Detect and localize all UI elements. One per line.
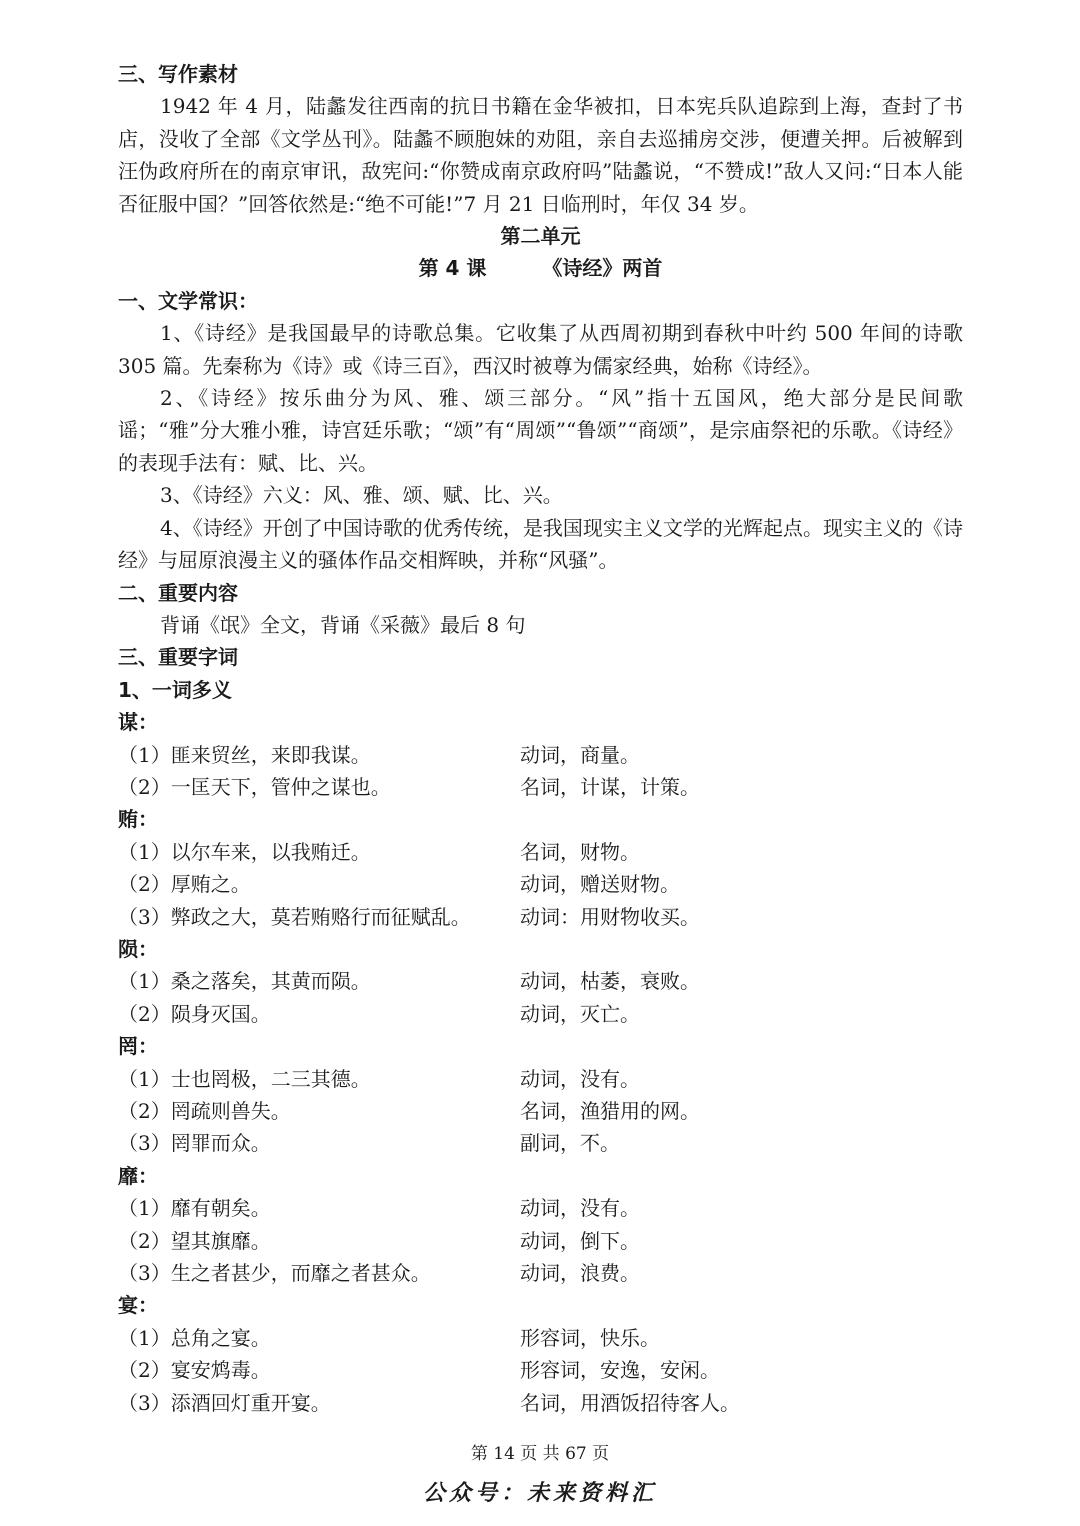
word-usage-row — [118, 868, 963, 900]
literary-item-2: 2、《诗经》按乐曲分为风、雅、颂三部分。“风”指十五国风，绝大部分是民间歌谣；“雅”分大雅小雅，诗宫廷乐歌；“颂”有“周颂”“鲁颂”“商颂”，是宗庙祭祀的乐歌。《诗经》的表现手法有：赋、比、兴。 — [118, 386, 963, 475]
usage-definition: 名词，财物。 — [520, 839, 640, 864]
usage-definition: 动词，没有。 — [520, 1066, 640, 1091]
usage-example: （3）弊政之大，莫若贿赂行而征赋乱。 — [118, 904, 471, 929]
usage-definition: 动词，赠送财物。 — [520, 872, 680, 897]
word-usage-row — [118, 1095, 963, 1127]
usage-definition: 动词，没有。 — [520, 1196, 640, 1221]
usage-definition: 动词，灭亡。 — [520, 1001, 640, 1026]
literary-item-4: 4、《诗经》开创了中国诗歌的优秀传统，是我国现实主义文学的光辉起点。现实主义的《诗经》与屈原浪漫主义的骚体作品交相辉映，并称“风骚”。 — [118, 515, 963, 573]
word-usage-row — [118, 739, 963, 771]
word-usage-row — [118, 965, 963, 997]
document-page — [118, 58, 963, 1419]
usage-example: （1）桑之落矣，其黄而陨。 — [118, 969, 371, 994]
usage-example: （1）总角之宴。 — [118, 1325, 271, 1350]
word-group-char: 靡： — [118, 1163, 158, 1188]
usage-example: （1）以尔车来，以我贿迁。 — [118, 839, 371, 864]
lesson-number: 第 4 课 — [418, 256, 487, 281]
word-usage-row — [118, 1127, 963, 1159]
important-content-text: 背诵《氓》全文，背诵《采薇》最后 8 句 — [160, 612, 526, 637]
word-usage-row — [118, 1322, 963, 1354]
usage-example: （1）士也罔极，二三其德。 — [118, 1066, 371, 1091]
word-usage-row — [118, 1387, 963, 1419]
literary-heading: 一、文学常识： — [118, 288, 258, 313]
usage-example: （3）添酒回灯重开宴。 — [118, 1390, 331, 1415]
usage-example: （1）靡有朝矣。 — [118, 1196, 271, 1221]
usage-definition: 动词，倒下。 — [520, 1228, 640, 1253]
usage-definition: 名词，计谋，计策。 — [520, 774, 700, 799]
page-number: 第 14 页 共 67 页 — [470, 1444, 610, 1464]
usage-definition: 动词，商量。 — [520, 742, 640, 767]
usage-example: （2）望其旗靡。 — [118, 1228, 271, 1253]
usage-example: （2）宴安鸩毒。 — [118, 1358, 271, 1383]
word-usage-row — [118, 836, 963, 868]
usage-definition: 副词，不。 — [520, 1131, 620, 1156]
usage-definition: 动词：用财物收买。 — [520, 904, 700, 929]
usage-definition: 形容词，安逸，安闲。 — [520, 1358, 720, 1383]
usage-definition: 形容词，快乐。 — [520, 1325, 660, 1350]
word-usage-row — [118, 1257, 963, 1289]
word-usage-row — [118, 1354, 963, 1386]
usage-example: （2）罔疏则兽失。 — [118, 1099, 291, 1123]
word-group-char: 宴： — [118, 1293, 158, 1318]
word-usage-row — [118, 1192, 963, 1224]
literary-item-3: 3、《诗经》六义：风、雅、颂、赋、比、兴。 — [160, 483, 563, 508]
usage-definition: 动词，浪费。 — [520, 1261, 640, 1286]
word-group-char: 贿： — [118, 807, 158, 832]
writing-paragraph: 1942 年 4 月，陆蠡发往西南的抗日书籍在金华被扣，日本宪兵队追踪到上海，查封了书店，没收了全部《文学丛刊》。陆蠡不顾胞妹的劝阻，亲自去巡捕房交涉，便遭关押。后被解到汪伪政府所在的南京审讯，敌宪问:“你赞成南京政府吗”陆蠡说，“不赞成!”敌人又问:“日本人能否征服中国？”回答依然是:“绝不可能!”7 月 21 日临刑时，年仅 34 岁。 — [118, 94, 963, 216]
polysemy-subheading: 1、一词多义 — [118, 677, 232, 702]
watermark-text: 公众号：未来资料汇 — [422, 1480, 657, 1506]
usage-example: （3）生之者甚少，而靡之者甚众。 — [118, 1261, 431, 1286]
usage-example: （2）陨身灭国。 — [118, 1001, 271, 1026]
important-content-heading: 二、重要内容 — [118, 580, 238, 605]
usage-definition: 动词，枯萎，衰败。 — [520, 969, 700, 994]
lesson-name: 《诗经》两首 — [542, 256, 663, 281]
lesson-title — [118, 252, 963, 284]
word-group-char: 谋： — [118, 710, 158, 735]
usage-example: （3）罔罪而众。 — [118, 1131, 271, 1156]
word-usage-row — [118, 771, 963, 803]
word-usage-row — [118, 998, 963, 1030]
word-usage-row — [118, 1063, 963, 1095]
usage-definition: 名词，用酒饭招待客人。 — [520, 1390, 740, 1415]
usage-definition: 名词，渔猎用的网。 — [520, 1099, 700, 1123]
important-words-heading: 三、重要字词 — [118, 645, 238, 670]
word-usage-row — [118, 1225, 963, 1257]
word-groups — [118, 706, 963, 1419]
usage-example: （1）匪来贸丝，来即我谋。 — [118, 742, 371, 767]
word-group-char: 陨： — [118, 936, 158, 961]
literary-item-1: 1、《诗经》是我国最早的诗歌总集。它收集了从西周初期到春秋中叶约 500 年间的诗歌 305 篇。先秦称为《诗》或《诗三百》，西汉时被尊为儒家经典，始称《诗经》。 — [118, 321, 963, 378]
usage-example: （2）厚贿之。 — [118, 872, 251, 897]
unit-title: 第二单元 — [500, 224, 581, 249]
word-usage-row — [118, 901, 963, 933]
usage-example: （2）一匡天下，管仲之谋也。 — [118, 774, 391, 799]
section-heading-writing: 三、写作素材 — [118, 62, 238, 86]
word-group-char: 罔： — [118, 1034, 158, 1059]
